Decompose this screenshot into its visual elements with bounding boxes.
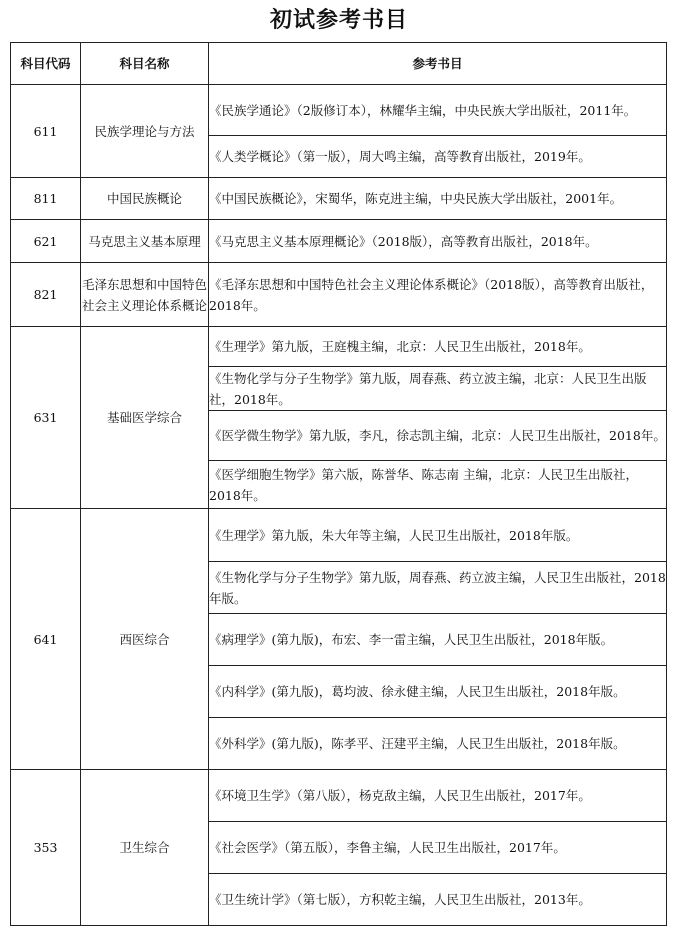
table-row (11, 220, 667, 263)
book-item: 《生物化学与分子生物学》第九版，周春燕、药立波主编，人民卫生出版社，2018年版。 (209, 562, 667, 614)
subject-code: 811 (11, 178, 81, 220)
page-title: 初试参考书目 (269, 7, 408, 33)
header-books: 参考书目 (209, 43, 667, 85)
book-item: 《民族学通论》（2版修订本），林耀华主编，中央民族大学出版社，2011年。 (209, 85, 667, 136)
book-item: 《病理学》(第九版)，布宏、李一雷主编，人民卫生出版社，2018年版。 (209, 614, 667, 666)
table-row (11, 770, 667, 822)
table-row (11, 178, 667, 220)
header-code: 科目代码 (11, 43, 81, 85)
book-item: 《内科学》(第九版)，葛均波、徐永健主编，人民卫生出版社，2018年版。 (209, 666, 667, 718)
table-row (11, 509, 667, 562)
book-item: 《毛泽东思想和中国特色社会主义理论体系概论》（2018版），高等教育出版社，2018年。 (209, 263, 667, 327)
subject-code: 621 (11, 220, 81, 263)
book-item: 《环境卫生学》（第八版），杨克敌主编，人民卫生出版社，2017年。 (209, 770, 667, 822)
book-item: 《外科学》(第九版)，陈孝平、汪建平主编，人民卫生出版社，2018年版。 (209, 718, 667, 770)
subject-name: 毛泽东思想和中国特色社会主义理论体系概论 (81, 263, 209, 327)
header-name: 科目名称 (81, 43, 209, 85)
reference-books-table (10, 42, 667, 926)
book-item: 《医学微生物学》第九版，李凡，徐志凯主编，北京：人民卫生出版社，2018年。 (209, 411, 667, 461)
subject-code: 631 (11, 327, 81, 509)
book-item: 《医学细胞生物学》第六版，陈誉华、陈志南 主编，北京：人民卫生出版社，2018年。 (209, 461, 667, 509)
book-item: 《马克思主义基本原理概论》（2018版），高等教育出版社，2018年。 (209, 220, 667, 263)
header-row (11, 43, 667, 85)
book-item: 《社会医学》（第五版），李鲁主编，人民卫生出版社，2017年。 (209, 822, 667, 874)
subject-code: 353 (11, 770, 81, 926)
subject-name: 基础医学综合 (81, 327, 209, 509)
subject-name: 马克思主义基本原理 (81, 220, 209, 263)
subject-name: 西医综合 (81, 509, 209, 770)
table-row (11, 263, 667, 327)
table-row (11, 327, 667, 367)
book-item: 《生理学》第九版，王庭槐主编，北京：人民卫生出版社，2018年。 (209, 327, 667, 367)
subject-code: 821 (11, 263, 81, 327)
subject-code: 641 (11, 509, 81, 770)
book-item: 《卫生统计学》（第七版），方积乾主编，人民卫生出版社，2013年。 (209, 874, 667, 926)
book-item: 《中国民族概论》，宋蜀华，陈克进主编，中央民族大学出版社，2001年。 (209, 178, 667, 220)
book-item: 《生物化学与分子生物学》第九版，周春燕、药立波主编，北京：人民卫生出版社，2018年。 (209, 367, 667, 411)
book-item: 《人类学概论》（第一版），周大鸣主编，高等教育出版社，2019年。 (209, 136, 667, 178)
book-item: 《生理学》第九版，朱大年等主编，人民卫生出版社，2018年版。 (209, 509, 667, 562)
table-row (11, 85, 667, 136)
subject-code: 611 (11, 85, 81, 178)
subject-name: 民族学理论与方法 (81, 85, 209, 178)
subject-name: 卫生综合 (81, 770, 209, 926)
subject-name: 中国民族概论 (81, 178, 209, 220)
